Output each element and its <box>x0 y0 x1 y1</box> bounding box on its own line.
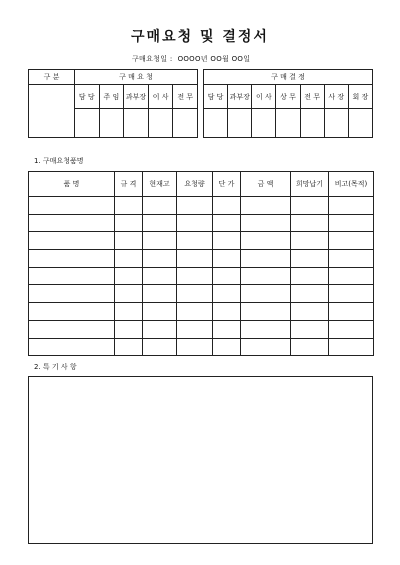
col-header-amount: 금 액 <box>241 172 291 197</box>
purchase-items-table <box>28 171 374 356</box>
item-cell[interactable] <box>115 267 143 285</box>
table-row <box>29 232 374 250</box>
item-cell[interactable] <box>29 285 115 303</box>
item-cell[interactable] <box>177 303 213 321</box>
item-cell[interactable] <box>213 197 241 215</box>
item-cell[interactable] <box>177 320 213 338</box>
item-cell[interactable] <box>329 214 374 232</box>
item-cell[interactable] <box>329 338 374 356</box>
decision-role-cell: 이 사 <box>252 85 276 109</box>
item-cell[interactable] <box>213 320 241 338</box>
item-cell[interactable] <box>29 232 115 250</box>
signature-box[interactable] <box>124 109 149 138</box>
purchase-decision-header: 구 매 결 정 <box>204 70 373 85</box>
decision-role-cell: 과부장 <box>228 85 252 109</box>
item-cell[interactable] <box>29 197 115 215</box>
item-cell[interactable] <box>329 285 374 303</box>
item-cell[interactable] <box>241 338 291 356</box>
item-cell[interactable] <box>329 250 374 268</box>
signature-box[interactable] <box>173 109 198 138</box>
item-cell[interactable] <box>213 303 241 321</box>
item-cell[interactable] <box>177 232 213 250</box>
signature-box[interactable] <box>75 109 100 138</box>
table-row <box>29 285 374 303</box>
item-cell[interactable] <box>29 303 115 321</box>
decision-role-cell: 담 당 <box>204 85 228 109</box>
item-cell[interactable] <box>241 320 291 338</box>
col-header-unit-price: 단 가 <box>213 172 241 197</box>
item-cell[interactable] <box>291 232 329 250</box>
item-cell[interactable] <box>29 338 115 356</box>
item-cell[interactable] <box>213 214 241 232</box>
decision-role-cell: 상 무 <box>276 85 300 109</box>
signature-box[interactable] <box>324 109 348 138</box>
item-cell[interactable] <box>115 320 143 338</box>
item-cell[interactable] <box>143 232 177 250</box>
section-heading-items: 1. 구매요청품명 <box>34 157 84 165</box>
item-cell[interactable] <box>291 285 329 303</box>
special-notes-box[interactable] <box>28 376 373 544</box>
item-cell[interactable] <box>143 197 177 215</box>
request-role-cell: 이 사 <box>148 85 173 109</box>
division-label: 구 분 <box>29 70 75 85</box>
item-cell[interactable] <box>29 214 115 232</box>
document-title: 구매요청 및 결정서 <box>131 29 269 45</box>
signature-box[interactable] <box>300 109 324 138</box>
item-cell[interactable] <box>115 232 143 250</box>
table-row <box>29 197 374 215</box>
item-cell[interactable] <box>177 214 213 232</box>
col-header-due-date: 희망납기 <box>291 172 329 197</box>
item-cell[interactable] <box>241 250 291 268</box>
item-cell[interactable] <box>177 267 213 285</box>
request-role-cell: 전 무 <box>173 85 198 109</box>
col-header-quantity: 요청량 <box>177 172 213 197</box>
item-cell[interactable] <box>213 232 241 250</box>
division-cell <box>29 85 75 138</box>
signature-box[interactable] <box>228 109 252 138</box>
item-cell[interactable] <box>143 214 177 232</box>
item-cell[interactable] <box>329 232 374 250</box>
item-cell[interactable] <box>241 232 291 250</box>
signature-box[interactable] <box>99 109 124 138</box>
table-row <box>29 320 374 338</box>
purchase-request-header: 구 매 요 청 <box>75 70 198 85</box>
request-role-cell: 담 당 <box>75 85 100 109</box>
item-cell[interactable] <box>241 285 291 303</box>
item-cell[interactable] <box>213 338 241 356</box>
item-cell[interactable] <box>143 303 177 321</box>
item-cell[interactable] <box>29 267 115 285</box>
item-cell[interactable] <box>177 197 213 215</box>
col-header-item-name: 품 명 <box>29 172 115 197</box>
item-cell[interactable] <box>143 320 177 338</box>
request-role-cell: 주 임 <box>99 85 124 109</box>
item-cell[interactable] <box>291 197 329 215</box>
item-cell[interactable] <box>143 250 177 268</box>
item-cell[interactable] <box>29 320 115 338</box>
item-cell[interactable] <box>291 303 329 321</box>
signature-box[interactable] <box>252 109 276 138</box>
purchase-request-approval-table <box>28 69 198 138</box>
signature-box[interactable] <box>204 109 228 138</box>
item-cell[interactable] <box>241 303 291 321</box>
item-cell[interactable] <box>115 250 143 268</box>
item-cell[interactable] <box>115 214 143 232</box>
col-header-stock: 현재고 <box>143 172 177 197</box>
item-cell[interactable] <box>213 267 241 285</box>
table-row <box>29 267 374 285</box>
table-row <box>29 303 374 321</box>
purchase-decision-approval-table <box>203 69 373 138</box>
table-row <box>29 250 374 268</box>
item-cell[interactable] <box>329 320 374 338</box>
decision-role-cell: 전 무 <box>300 85 324 109</box>
item-cell[interactable] <box>29 250 115 268</box>
request-date-label: 구매요청일 : <box>132 55 173 63</box>
item-cell[interactable] <box>291 250 329 268</box>
col-header-spec: 규 격 <box>115 172 143 197</box>
item-cell[interactable] <box>213 250 241 268</box>
item-cell[interactable] <box>143 338 177 356</box>
item-cell[interactable] <box>177 250 213 268</box>
item-cell[interactable] <box>177 338 213 356</box>
signature-box[interactable] <box>348 109 372 138</box>
item-cell[interactable] <box>329 267 374 285</box>
item-cell[interactable] <box>115 197 143 215</box>
item-cell[interactable] <box>115 285 143 303</box>
item-cell[interactable] <box>143 267 177 285</box>
col-header-remarks: 비고(목적) <box>329 172 374 197</box>
item-cell[interactable] <box>241 197 291 215</box>
item-cell[interactable] <box>143 285 177 303</box>
signature-box[interactable] <box>276 109 300 138</box>
item-cell[interactable] <box>291 320 329 338</box>
table-row <box>29 214 374 232</box>
item-cell[interactable] <box>291 214 329 232</box>
request-date-value: OOOO년 OO월 OO일 <box>177 55 251 63</box>
item-cell[interactable] <box>329 197 374 215</box>
item-cell[interactable] <box>115 303 143 321</box>
item-cell[interactable] <box>177 285 213 303</box>
item-cell[interactable] <box>213 285 241 303</box>
item-cell[interactable] <box>291 267 329 285</box>
request-date-line <box>132 54 332 64</box>
item-cell[interactable] <box>241 214 291 232</box>
signature-box[interactable] <box>148 109 173 138</box>
item-cell[interactable] <box>329 303 374 321</box>
decision-role-cell: 회 장 <box>348 85 372 109</box>
decision-role-cell: 사 장 <box>324 85 348 109</box>
items-header-row <box>29 172 374 197</box>
item-cell[interactable] <box>241 267 291 285</box>
item-cell[interactable] <box>291 338 329 356</box>
table-row <box>29 338 374 356</box>
section-heading-notes: 2. 특 기 사 항 <box>34 363 77 371</box>
item-cell[interactable] <box>115 338 143 356</box>
request-role-cell: 과부장 <box>124 85 149 109</box>
